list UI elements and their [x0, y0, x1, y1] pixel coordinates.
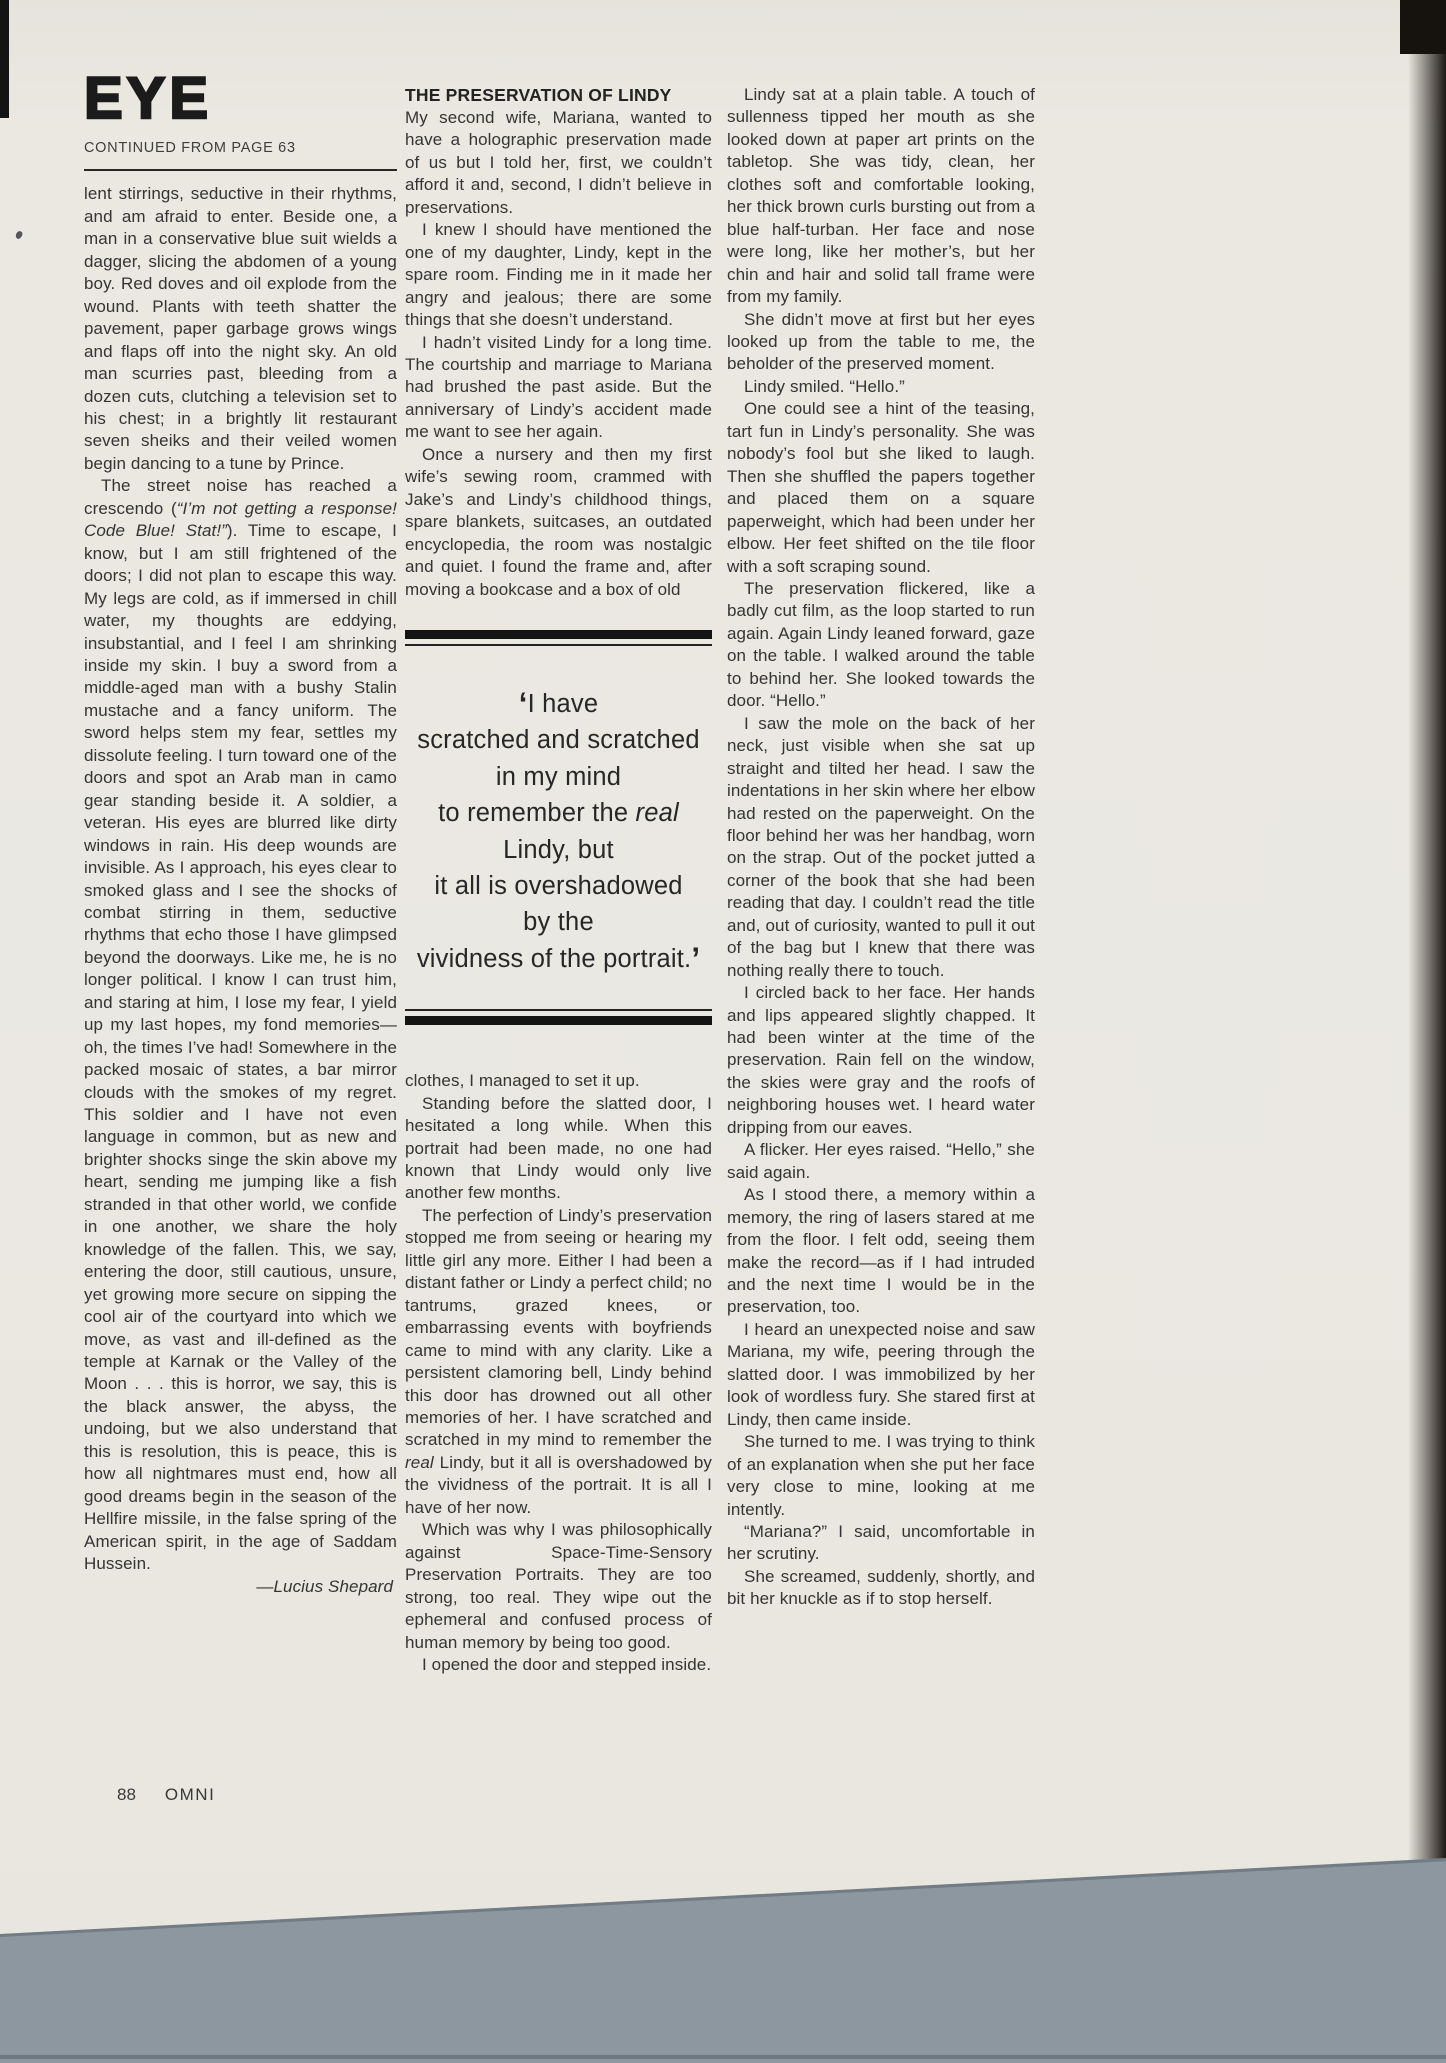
text-segment: Standing before the slatted door, I hesitated a long while. When this portrait had been made, no one had known that Lindy would only live another few months.	[405, 1093, 712, 1203]
pull-quote-line	[405, 795, 712, 831]
band-bottom-edge	[0, 2055, 1446, 2059]
pull-quote-bottom-rule	[405, 1009, 712, 1025]
text-segment: I saw the mole on the back of her neck, just visible when she sat up straight and tilted her head. I saw the indentations in her skin where her elbow had rested on the paperweight. On the floor behind her was her handbag, worn on the strap. Out of the pocket jutted a corner of the book that she had been reading that day. I couldn’t read the title and, out of curiosity, wanted to pull it out of the bag but I knew that there was nothing really there to touch.	[727, 713, 1035, 980]
text-segment: Once a nursery and then my first wife’s sewing room, crammed with Jake’s and Lindy’s childhood things, spare blankets, suitcases, an outdated encyclopedia, the room was nostalgic and quiet. I found the frame and, after moving a bookcase and a box of old	[405, 444, 712, 599]
text-segment: I have	[527, 689, 599, 718]
lindy-body-before-quote	[405, 107, 712, 601]
paragraph	[84, 475, 397, 1575]
paragraph	[405, 1070, 712, 1092]
text-segment: I knew I should have mentioned the one of my daughter, Lindy, kept in the spare room. Finding me in it made her angry and jealous; there are some things that she doesn’t understand.	[405, 220, 712, 330]
paragraph	[405, 107, 712, 219]
scan-edge-right	[1408, 0, 1446, 1862]
text-segment: I circled back to her face. Her hands and lips appeared slightly chapped. It had been winter at the time of the preservation. Rain fell on the window, the skies were gray and the roofs of neighboring houses wet. I heard water dripping from our eaves.	[727, 983, 1035, 1137]
pull-quote	[405, 686, 712, 977]
text-segment: Lindy sat at a plain table. A touch of sullenness tipped her mouth as she looked down at paper art prints on the tabletop. She was tidy, clean, her clothes soft and comfortable looking, her thick brown curls bursting out from a blue half-turban. Her face and nose were long, like her mother’s, but her chin and hair and solid tall frame were from my family.	[727, 85, 1035, 307]
paragraph	[405, 1093, 712, 1205]
text-segment: vividness of the portrait.	[416, 944, 692, 973]
paragraph	[405, 332, 712, 444]
lindy-body-after-quote	[405, 1070, 712, 1676]
thin-rule	[405, 1009, 712, 1011]
pull-quote-line	[405, 941, 712, 977]
column-2-lindy	[405, 84, 712, 1676]
story-title: THE PRESERVATION OF LINDY	[405, 85, 672, 105]
text-segment: “Mariana?” I said, uncomfortable in her scrutiny.	[727, 1522, 1035, 1564]
text-segment: The street noise has reached a crescendo (	[84, 476, 397, 518]
paragraph	[405, 444, 712, 601]
continued-note: CONTINUED FROM PAGE 63	[84, 140, 296, 156]
author-byline: —Lucius Shepard	[256, 1576, 393, 1596]
pull-quote-line	[405, 832, 712, 868]
paragraph	[727, 1566, 1035, 1611]
band-top-edge	[0, 1858, 1446, 1937]
text-segment: I opened the door and stepped inside.	[422, 1655, 712, 1674]
text-segment: A flicker. Her eyes raised. “Hello,” she said again.	[727, 1140, 1035, 1182]
paragraph	[727, 1319, 1035, 1431]
page-number: 88	[117, 1785, 136, 1804]
text-segment: Lindy smiled. “Hello.”	[744, 376, 905, 396]
text-segment: She turned to me. I was trying to think of an explanation when she put her face very close to mine, looking at me intently.	[727, 1432, 1035, 1519]
text-segment: by the	[523, 908, 594, 937]
text-segment: The perfection of Lindy’s preservation stopped me from seeing or hearing my little girl any more. Either I had been a distant father or Lindy a perfect child; no tantrums, grazed knees, or embarrassing events with boyfriends came to mind with any clarity. Like a persistent clamoring bell, Lindy behind this door has drowned out all other memories of her. I have scratched and scratched in my mind to remember the	[405, 1205, 712, 1450]
scan-edge-left	[0, 0, 9, 118]
text-segment: As I stood there, a memory within a memory, the ring of lasers stared at me from the floor. I felt odd, seeing them make the record—as if I had intruded and the next time I would be in the preservation, too.	[727, 1185, 1035, 1317]
text-segment: She screamed, suddenly, shortly, and bit her knuckle as if to stop herself.	[727, 1566, 1035, 1609]
text-segment: “I’m not getting a response! Code Blue! Stat!”	[84, 498, 397, 541]
text-segment: lent stirrings, seductive in their rhythms, and am afraid to enter. Beside one, a man in a conservative blue suit wields a dagger, slicing the abdomen of a young boy. Red doves and oil explode from the wound. Plants with teeth shatter the pavement, paper garbage grows wings and flaps off into the night sky. An old man scurries past, bleeding from a dozen cuts, clutching a television set to his chest; in a brightly lit restaurant seven sheiks and their veiled women begin dancing to a tune by Prince.	[84, 184, 397, 473]
paragraph	[727, 578, 1035, 713]
thin-rule	[405, 644, 712, 646]
section-title-eye: EYE	[84, 66, 213, 131]
pull-quote-top-rule	[405, 630, 712, 646]
text-segment: in my mind	[495, 762, 622, 791]
column-1-eye	[84, 66, 397, 1598]
text-segment: One could see a hint of the teasing, tart fun in Lindy’s personality. She was nobody’s fool but she liked to laugh. Then she shuffled the papers together and placed them on a square paperweight, which had been under her elbow. Her feet shifted on the tile floor with a soft scraping sound.	[727, 399, 1035, 576]
text-segment: ). Time to escape, I know, but I am still frightened of the doors; I did not plan to escape this way. My legs are cold, as if immersed in chill water, my thoughts are eddying, insubstantial, and I feel I am shrinking inside my skin. I buy a sword from a middle-aged man with a bushy Stalin mustache and a fancy uniform. The sword helps stem my fear, settles my dissolute feeling. I turn toward one of the doors and spot an Arab man in camo gear standing beside it. A soldier, a veteran. His eyes are blurred like dirty windows in rain. His deep wounds are invisible. As I approach, his eyes clear to smoked glass and I see the shocks of combat stirring in them, seductive rhythms that echo those I have glimpsed beyond the doorways. Like me, he is no longer political. I know I can trust him, and staring at him, I lose my fear, I yield up my last hopes, my fond memories—oh, the times I’ve had! Somewhere in the packed mosaic of states, a bar mirror clouds with the smokes of my regret. This soldier and I have not even language in common, but as new and brighter shocks singe the skin above my heart, sending me jumping like a fish stranded in that other world, we confide in one another, we share the holy knowledge of the fallen. This, we say, entering the door, still cautious, unsure, yet growing more secure on sipping the cool air of the courtyard into which we move, as vast and ill-defined as the temple at Karnak or the Valley of the Moon . . . this is horror, we say, this is the black answer, the abyss, the undoing, but we also understand that this is resolution, this is peace, this is how all nightmares must end, how all good dreams begin in the season of the Hellfire missile, in the false spring of the American spirit, in the age of Saddam Hussein.	[84, 521, 397, 1574]
quote-mark: ’	[691, 940, 701, 976]
paragraph	[405, 1654, 712, 1676]
paragraph	[727, 376, 1035, 398]
text-segment: to remember the	[438, 799, 636, 828]
text-segment: My second wife, Mariana, wanted to have a holographic preservation made of us but I told her, first, we couldn’t afford it and, second, I didn’t believe in preservations.	[405, 108, 712, 217]
text-segment: The preservation flickered, like a badly cut film, as the loop started to run again. Again Lindy leaned forward, gaze on the table. I walked around the table to behind her. She looked towards the door. “Hello.”	[727, 578, 1035, 711]
paragraph	[405, 1205, 712, 1519]
paragraph	[727, 1431, 1035, 1521]
text-segment: Lindy, but	[503, 835, 614, 864]
paragraph	[84, 183, 397, 475]
thick-rule	[405, 1016, 712, 1025]
text-segment: scratched and scratched	[417, 726, 700, 755]
text-segment: it all is overshadowed	[434, 872, 683, 900]
text-segment: I hadn’t visited Lindy for a long time. The courtship and marriage to Mariana had brushed the past aside. But the anniversary of Lindy’s accident made me want to see her again.	[405, 332, 712, 442]
column-rule	[84, 169, 397, 171]
paragraph	[727, 1521, 1035, 1566]
scanner-bed-band	[0, 1850, 1446, 2063]
thick-rule	[405, 630, 712, 639]
scan-speck	[15, 230, 24, 240]
pull-quote-line	[405, 759, 712, 795]
scan-corner-top-right	[1400, 0, 1446, 54]
text-segment: Which was why I was philosophically against Space-Time-Sensory Preservation Portraits. They are too strong, too real. They wipe out the ephemeral and confused process of human memory by being too good.	[405, 1520, 712, 1652]
paragraph	[727, 309, 1035, 376]
pull-quote-line	[405, 686, 712, 722]
paragraph	[727, 398, 1035, 578]
text-segment: Lindy, but it all is overshadowed by the vividness of the portrait. It is all I have of her now.	[405, 1452, 712, 1517]
paragraph	[727, 1139, 1035, 1184]
text-segment: real	[405, 1452, 434, 1472]
paragraph	[727, 713, 1035, 982]
text-segment: clothes, I managed to set it up.	[405, 1071, 640, 1091]
pull-quote-line	[405, 868, 712, 904]
eye-body	[84, 183, 397, 1575]
page-footer	[117, 1785, 215, 1805]
paragraph	[727, 982, 1035, 1139]
column-3-lindy	[727, 84, 1035, 1611]
text-segment: I heard an unexpected noise and saw Mariana, my wife, peering through the slatted door. I was immobilized by her look of wordless fury. She stared first at Lindy, then came inside.	[727, 1319, 1035, 1429]
paragraph	[727, 84, 1035, 309]
text-segment: She didn’t move at first but her eyes looked up from the table to me, the beholder of the preserved moment.	[727, 309, 1035, 374]
paragraph	[727, 1184, 1035, 1319]
pull-quote-line	[405, 904, 712, 940]
paragraph	[405, 219, 712, 331]
text-segment: real	[635, 799, 679, 828]
paragraph	[405, 1519, 712, 1654]
magazine-name: OMNI	[164, 1785, 216, 1804]
pull-quote-line	[405, 722, 712, 758]
quote-mark: ‘	[518, 685, 528, 721]
